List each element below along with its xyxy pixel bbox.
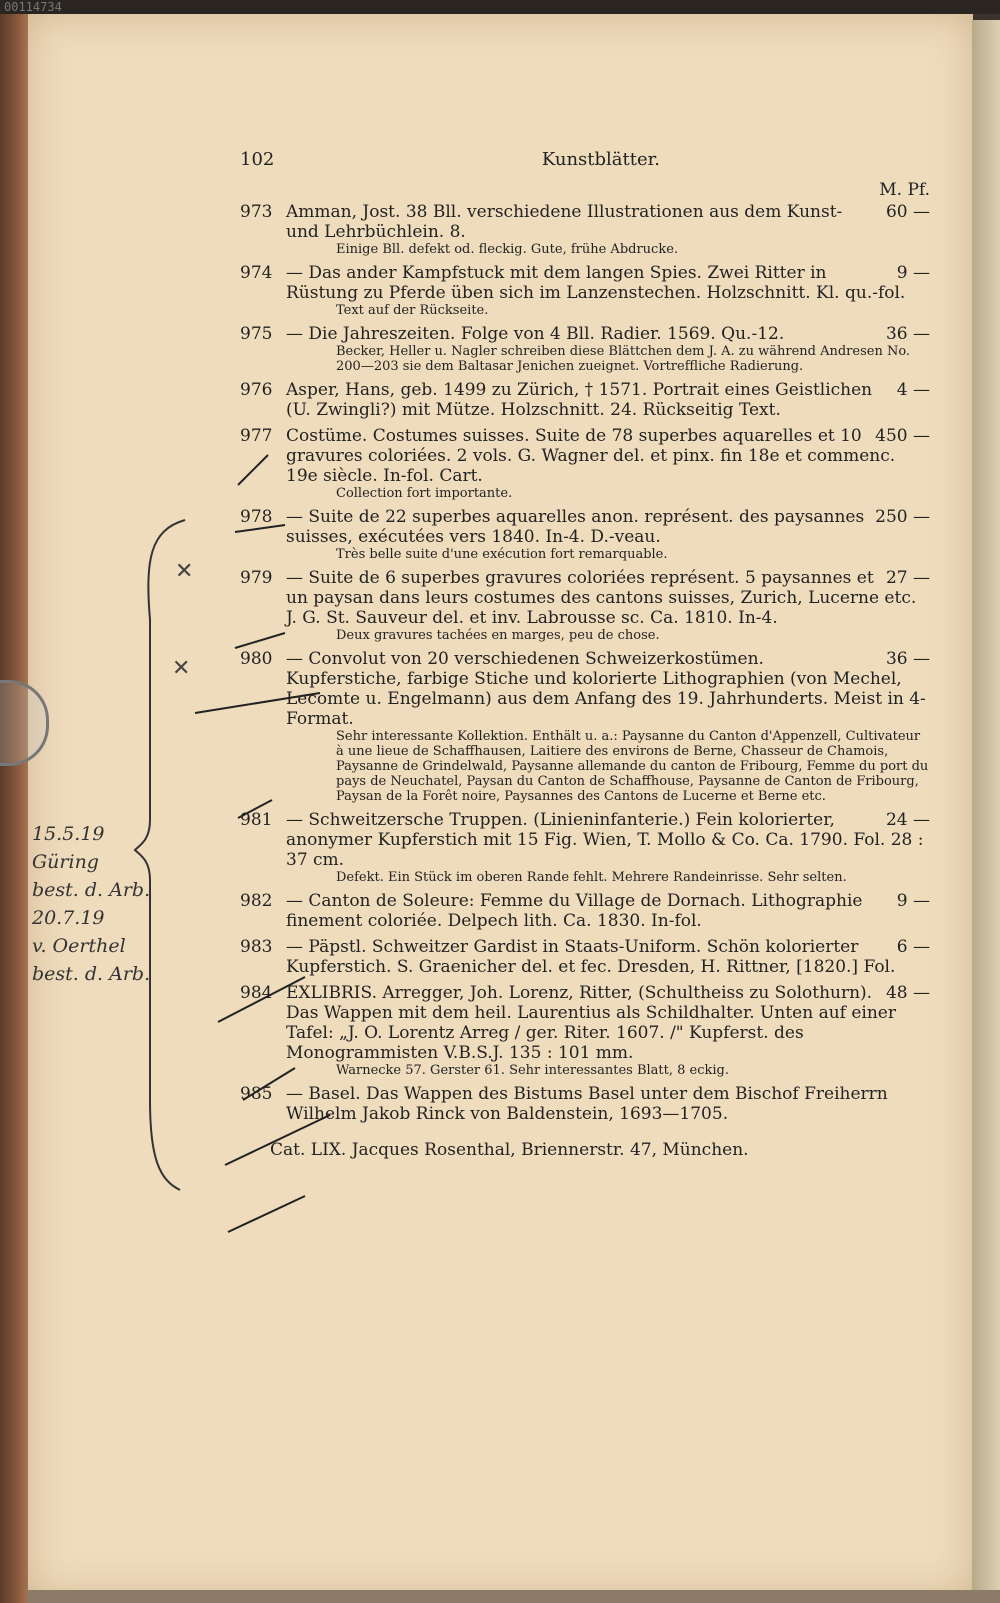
entry-price: 48 — [885, 983, 930, 1003]
currency-header: M. Pf. [879, 180, 930, 200]
entry-text: — Schweitzersche Truppen. (Linieninfanterie.) Fein kolorierter, anonymer Kupferstich mit 15 Fig. Wien, T. Mollo & Co. Ca. 1790. Fol. 28 : 37 cm. [286, 810, 924, 870]
entry-number: 981 [240, 810, 273, 830]
handwritten-status-2: best. d. Arb. [32, 963, 151, 985]
entry-text: Amman, Jost. 38 Bll. verschiedene Illustrationen aus dem Kunst- und Lehrbüchlein. 8. [286, 202, 843, 242]
entry-price: 6 — [896, 937, 930, 957]
entry-text: — Convolut von 20 verschiedenen Schweizerkostümen. Kupferstiche, farbige Stiche und kolorierte Lithographien (von Mechel, Lecomte u. Engelmann) aus dem Anfang des 19. Jahrhunderts. Meist in 4-Format. [286, 649, 926, 729]
x-mark-978: ✕ [172, 656, 191, 681]
entry-note: Defekt. Ein Stück im oberen Rande fehlt. Mehrere Randeinrisse. Sehr selten. [336, 870, 847, 885]
entry-note: Sehr interessante Kollektion. Enthält u. a.: Paysanne du Canton d'Appenzell, Cultivateur à une lieue de Schaffhausen, Laitiere des environs de Berne, Chasseur de Chamois, Paysanne de Grindelwald, Paysanne allemande du canton de Fribourg, Femme du port du pays de Neuchatel, Paysan du Canton de Schaffhouse, Paysanne de Canton de Fribourg, Paysan de la Forêt noire, Paysannes des Cantons de Lucerne et Berne etc. [336, 729, 929, 804]
entry-text: — Päpstl. Schweitzer Gardist in Staats-Uniform. Schön kolorierter Kupferstich. S. Graenicher del. et fec. Dresden, H. Rittner, [1820.] Fol. [286, 937, 896, 977]
scan-id-label: 00114734 [0, 0, 1000, 14]
entry-number: 974 [240, 263, 273, 283]
entry-number: 984 [240, 983, 273, 1003]
entry-number: 979 [240, 568, 273, 588]
entry-text: Costüme. Costumes suisses. Suite de 78 superbes aquarelles et 10 gravures coloriées. 2 vols. G. Wagner del. et pinx. fin 18e et commenc. 19e siècle. In-fol. Cart. [286, 426, 896, 486]
entry-price: 60 — [885, 202, 930, 222]
handwritten-status-1: best. d. Arb. [32, 879, 151, 901]
entry-list [240, 202, 930, 1124]
catalog-entry [240, 324, 930, 374]
entry-price: 250 — [875, 507, 930, 527]
entry-price: 24 — [885, 810, 930, 830]
page-number: 102 [240, 149, 275, 170]
catalog-entry [240, 263, 930, 318]
entry-number: 980 [240, 649, 273, 669]
catalog-entry [240, 507, 930, 562]
entry-price: 450 — [875, 426, 930, 446]
entry-number: 983 [240, 937, 273, 957]
handwritten-name-1: Güring [32, 851, 99, 873]
entry-price: 9 — [896, 263, 930, 283]
entry-text: — Basel. Das Wappen des Bistums Basel unter dem Bischof Freiherrn Wilhelm Jakob Rinck von Baldenstein, 1693—1705. [286, 1084, 888, 1124]
entry-number: 975 [240, 324, 273, 344]
handwritten-note [32, 820, 172, 988]
handwritten-name-2: v. Oerthel [32, 935, 126, 957]
entry-price: 9 — [896, 891, 930, 911]
catalog-entry [240, 891, 930, 931]
entry-note: Très belle suite d'une exécution fort remarquable. [336, 547, 668, 562]
catalog-entry [240, 202, 930, 257]
entry-note: Warnecke 57. Gerster 61. Sehr interessantes Blatt, 8 eckig. [336, 1063, 729, 1078]
entry-text: — Die Jahreszeiten. Folge von 4 Bll. Radier. 1569. Qu.-12. [286, 324, 785, 344]
entry-number: 978 [240, 507, 273, 527]
catalog-entry [240, 810, 930, 885]
handwritten-date-1: 15.5.19 [32, 823, 105, 845]
entry-price: 36 — [885, 649, 930, 669]
catalog-entry [240, 380, 930, 420]
strike-984 [228, 1196, 305, 1232]
entry-note: Deux gravures tachées en marges, peu de chose. [336, 628, 660, 643]
catalog-entry [240, 983, 930, 1078]
entry-text: EXLIBRIS. Arregger, Joh. Lorenz, Ritter, (Schultheiss zu Solothurn). Das Wappen mit dem heil. Laurentius als Schildhalter. Unten auf einer Tafel: „J. O. Lorentz Arreg / ger. Riter. 1607. /" Kupferst. des Monogrammisten V.B.S.J. 135 : 101 mm. [286, 983, 896, 1063]
entry-text: Asper, Hans, geb. 1499 zu Zürich, † 1571. Portrait eines Geistlichen (U. Zwingli?) mit Mütze. Holzschnitt. 24. Rückseitig Text. [286, 380, 873, 420]
page-title: Kunstblätter. [541, 149, 660, 170]
entry-price: 4 — [896, 380, 930, 400]
entry-note: Einige Bll. defekt od. fleckig. Gute, frühe Abdrucke. [336, 242, 679, 257]
handwritten-date-2: 20.7.19 [32, 907, 105, 929]
x-mark-977: ✕ [175, 559, 194, 584]
catalog-entry [240, 649, 930, 804]
entry-text: — Suite de 22 superbes aquarelles anon. représent. des paysannes suisses, exécutées vers 1840. In-4. D.-veau. [286, 507, 865, 547]
entry-note: Text auf der Rückseite. [336, 303, 489, 318]
entry-number: 985 [240, 1084, 273, 1104]
entry-note: Becker, Heller u. Nagler schreiben diese Blättchen dem J. A. zu während Andresen No. 200—203 sie dem Baltasar Jenichen zueignet. Vortreffliche Radierung. [336, 344, 911, 374]
entry-price: 36 — [885, 324, 930, 344]
entry-text: — Das ander Kampfstuck mit dem langen Spies. Zwei Ritter in Rüstung zu Pferde üben sich im Lanzenstechen. Holzschnitt. Kl. qu.-fol. [286, 263, 906, 303]
entry-number: 977 [240, 426, 273, 446]
entry-number: 982 [240, 891, 273, 911]
catalog-entry [240, 426, 930, 501]
entry-note: Collection fort importante. [336, 486, 513, 501]
entry-text: — Suite de 6 superbes gravures coloriées représent. 5 paysannes et un paysan dans leurs costumes des cantons suisses, Zurich, Lucerne etc. J. G. St. Sauveur del. et inv. Labrousse sc. Ca. 1810. In-4. [286, 568, 917, 628]
page-header [240, 150, 660, 170]
entry-price: 27 — [885, 568, 930, 588]
entry-text: — Canton de Soleure: Femme du Village de Dornach. Lithographie finement coloriée. Delpech lith. Ca. 1830. In-fol. [286, 891, 863, 931]
catalog-footer: Cat. LIX. Jacques Rosenthal, Briennerstr. 47, München. [270, 1140, 749, 1160]
catalog-entry [240, 568, 930, 643]
catalog-entry [240, 937, 930, 977]
entry-number: 976 [240, 380, 273, 400]
catalog-entry [240, 1084, 930, 1124]
entry-number: 973 [240, 202, 273, 222]
catalog-content [240, 150, 930, 1160]
